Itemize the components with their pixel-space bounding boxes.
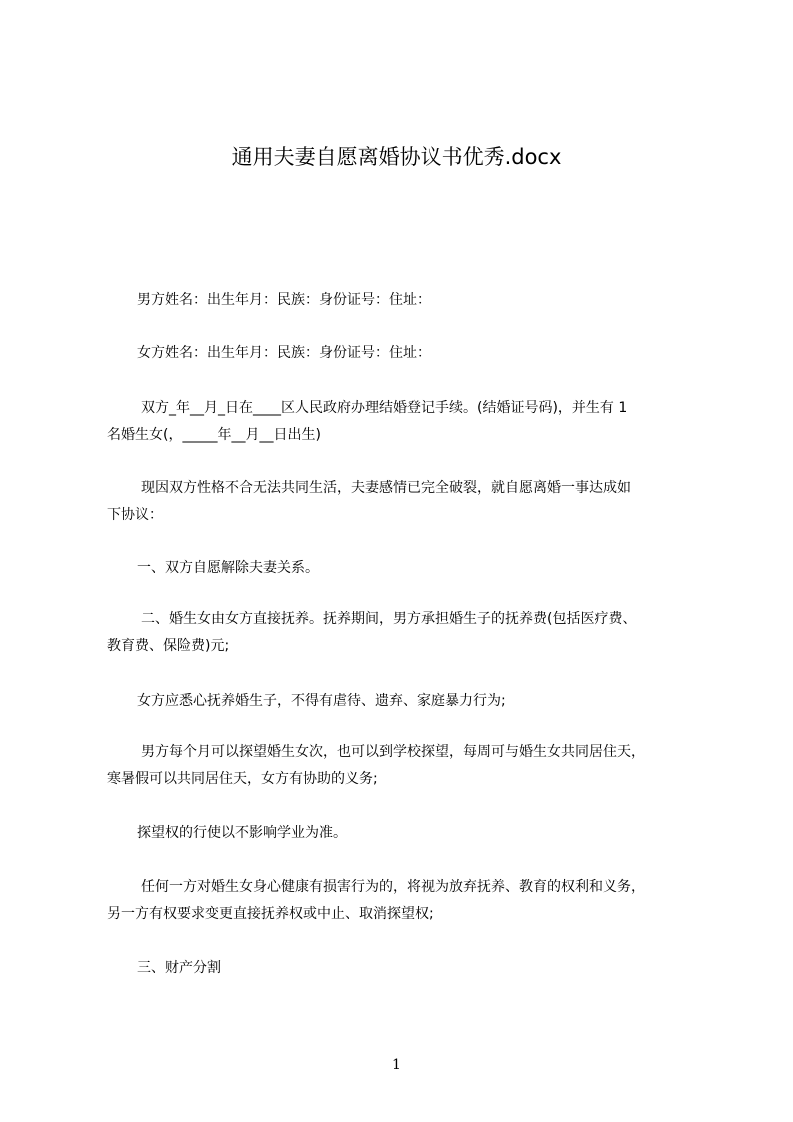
paragraph-line: 男方每个月可以探望婚生女次，也可以到学校探望，每周可与婚生女共同居住天， <box>141 744 645 760</box>
paragraph-visitation-limit <box>107 820 707 847</box>
page-number: 1 <box>392 1057 401 1073</box>
paragraph-man-info <box>107 287 707 314</box>
paragraph-custody-duty <box>107 688 707 715</box>
paragraph-line: 任何一方对婚生女身心健康有损害行为的，将视为放弃抚养、教育的权利和义务， <box>141 879 645 895</box>
paragraph-line: 二、婚生女由女方直接抚养。抚养期间，男方承担婚生子的抚养费(包括医疗费、 <box>141 611 637 627</box>
paragraph-reason <box>107 475 707 529</box>
paragraph-line: 教育费、保险费)元; <box>107 638 230 654</box>
paragraph-line: 女方应悉心抚养婚生子，不得有虐待、遗弃、家庭暴力行为; <box>137 693 506 709</box>
paragraph-line: 双方_年__月_日在____区人民政府办理结婚登记手续。(结婚证号码)，并生有 1 <box>141 400 628 416</box>
clause-three <box>107 955 707 982</box>
paragraph-line: 名婚生女(，_____年__月__日出生) <box>107 427 321 443</box>
paragraph-line: 女方姓名：出生年月：民族：身份证号：住址： <box>137 345 431 361</box>
paragraph-line: 另一方有权要求变更直接抚养权或中止、取消探望权; <box>107 906 434 922</box>
paragraph-line: 下协议： <box>107 507 163 523</box>
paragraph-line: 三、财产分割 <box>137 960 221 976</box>
paragraph-visitation <box>107 739 707 793</box>
clause-two <box>107 606 707 660</box>
paragraph-line: 寒暑假可以共同居住天，女方有协助的义务; <box>107 771 378 787</box>
paragraph-line: 现因双方性格不合无法共同生活，夫妻感情已完全破裂，就自愿离婚一事达成如 <box>141 480 631 496</box>
paragraph-woman-info <box>107 340 707 367</box>
clause-one <box>107 555 707 582</box>
paragraph-marriage-registration <box>107 395 707 449</box>
paragraph-line: 男方姓名：出生年月：民族：身份证号：住址： <box>137 292 431 308</box>
paragraph-line: 一、双方自愿解除夫妻关系。 <box>137 560 319 576</box>
document-title: 通用夫妻自愿离婚协议书优秀.docx <box>231 145 562 169</box>
paragraph-harm-clause <box>107 874 707 928</box>
paragraph-line: 探望权的行使以不影响学业为准。 <box>137 825 347 841</box>
